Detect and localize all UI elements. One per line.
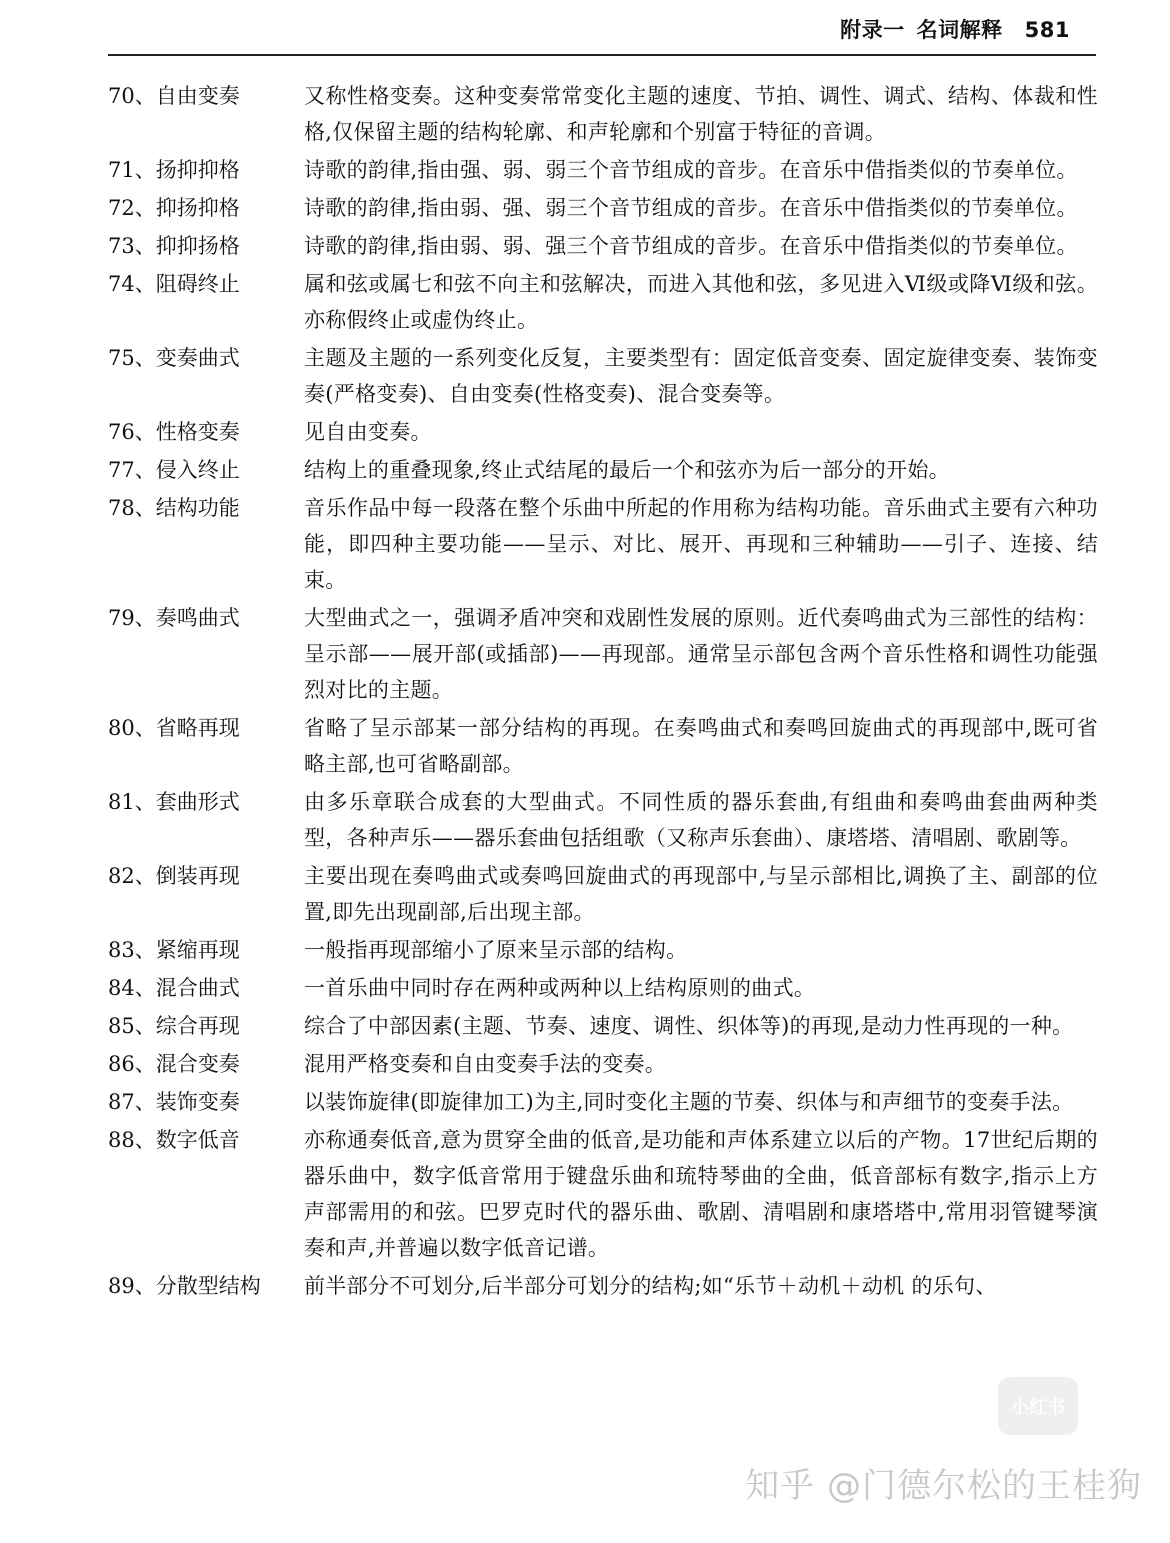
- entry-definition: 综合了中部因素(主题、节奏、速度、调性、织体等)的再现,是动力性再现的一种。: [304, 1014, 1074, 1038]
- entry-definition: 诗歌的韵律,指由弱、弱、强三个音节组成的音步。在音乐中借指类似的节奏单位。: [304, 234, 1078, 258]
- glossary-entry: [108, 414, 1098, 450]
- entry-term: 83、紧缩再现: [108, 938, 240, 962]
- entry-definition: 诗歌的韵律,指由强、弱、弱三个音节组成的音步。在音乐中借指类似的节奏单位。: [304, 158, 1078, 182]
- entry-definition: 属和弦或属七和弦不向主和弦解决，而进入其他和弦，多见进入Ⅵ级或降Ⅵ级和弦。亦称假终止或虚伪终止。: [304, 272, 1098, 332]
- entry-term: 87、装饰变奏: [108, 1090, 240, 1114]
- glossary-entry: [108, 452, 1098, 488]
- entry-definition: 主要出现在奏鸣曲式或奏鸣回旋曲式的再现部中,与呈示部相比,调换了主、副部的位置,即先出现副部,后出现主部。: [304, 864, 1098, 924]
- entry-definition: 诗歌的韵律,指由弱、强、弱三个音节组成的音步。在音乐中借指类似的节奏单位。: [304, 196, 1078, 220]
- glossary-entry: [108, 1084, 1098, 1120]
- entry-term: 73、抑抑扬格: [108, 234, 240, 258]
- entry-definition: 前半部分不可划分,后半部分可划分的结构;如“乐节＋动机＋动机 的乐句、: [304, 1274, 997, 1298]
- glossary-entry: [108, 970, 1098, 1006]
- entry-term: 75、变奏曲式: [108, 346, 240, 370]
- glossary-entry: [108, 1122, 1098, 1266]
- entry-definition: 结构上的重叠现象,终止式结尾的最后一个和弦亦为后一部分的开始。: [304, 458, 950, 482]
- glossary-entry: [108, 858, 1098, 930]
- glossary-entry: [108, 490, 1098, 598]
- entry-term: 85、综合再现: [108, 1014, 240, 1038]
- entry-definition: 由多乐章联合成套的大型曲式。不同性质的器乐套曲,有组曲和奏鸣曲套曲两种类型，各种声乐——器乐套曲包括组歌（又称声乐套曲）、康塔塔、清唱剧、歌剧等。: [304, 790, 1098, 850]
- zhihu-watermark: 知乎 @门德尔松的王桂狗: [745, 1466, 1142, 1506]
- glossary-entry: [108, 78, 1098, 150]
- entry-definition: 主题及主题的一系列变化反复，主要类型有：固定低音变奏、固定旋律变奏、装饰变奏(严格变奏)、自由变奏(性格变奏)、混合变奏等。: [304, 346, 1098, 406]
- running-header: [840, 14, 1070, 44]
- glossary-entry: [108, 266, 1098, 338]
- header-section: 附录一: [840, 18, 905, 42]
- entry-definition: 一般指再现部缩小了原来呈示部的结构。: [304, 938, 688, 962]
- entry-term: 71、扬抑抑格: [108, 158, 240, 182]
- entry-definition: 又称性格变奏。这种变奏常常变化主题的速度、节拍、调性、调式、结构、体裁和性格,仅保留主题的结构轮廓、和声轮廓和个别富于特征的音调。: [304, 84, 1098, 144]
- entry-term: 86、混合变奏: [108, 1052, 240, 1076]
- entry-definition: 亦称通奏低音,意为贯穿全曲的低音,是功能和声体系建立以后的产物。17世纪后期的器乐曲中，数字低音常用于键盘乐曲和琉特琴曲的全曲，低音部标有数字,指示上方声部需用的和弦。巴罗克时代的器乐曲、歌剧、清唱剧和康塔塔中,常用羽管键琴演奏和声,并普遍以数字低音记谱。: [304, 1128, 1098, 1260]
- glossary-entry: [108, 152, 1098, 188]
- entry-term: 72、抑扬抑格: [108, 196, 240, 220]
- entry-term: 80、省略再现: [108, 716, 240, 740]
- entry-definition: 大型曲式之一，强调矛盾冲突和戏剧性发展的原则。近代奏鸣曲式为三部性的结构：呈示部——展开部(或插部)——再现部。通常呈示部包含两个音乐性格和调性功能强烈对比的主题。: [304, 606, 1098, 702]
- header-title: 名词解释: [916, 18, 1003, 42]
- entry-term: 76、性格变奏: [108, 420, 240, 444]
- entry-definition: 混用严格变奏和自由变奏手法的变奏。: [304, 1052, 667, 1076]
- glossary-entry: [108, 710, 1098, 782]
- entry-term: 81、套曲形式: [108, 790, 240, 814]
- glossary-entry: [108, 1008, 1098, 1044]
- glossary-entry: [108, 932, 1098, 968]
- logo-text: 小红书: [1011, 1397, 1065, 1418]
- entry-term: 74、阻碍终止: [108, 272, 240, 296]
- entry-term: 88、数字低音: [108, 1128, 240, 1152]
- entry-definition: 音乐作品中每一段落在整个乐曲中所起的作用称为结构功能。音乐曲式主要有六种功能，即四种主要功能——呈示、对比、展开、再现和三种辅助——引子、连接、结束。: [304, 496, 1098, 592]
- entry-term: 84、混合曲式: [108, 976, 240, 1000]
- glossary-entry: [108, 784, 1098, 856]
- glossary-entry: [108, 1046, 1098, 1082]
- entry-definition: 省略了呈示部某一部分结构的再现。在奏鸣曲式和奏鸣回旋曲式的再现部中,既可省略主部,也可省略副部。: [304, 716, 1098, 776]
- entry-term: 70、自由变奏: [108, 84, 240, 108]
- entry-definition: 以装饰旋律(即旋律加工)为主,同时变化主题的节奏、织体与和声细节的变奏手法。: [304, 1090, 1074, 1114]
- entry-term: 89、分散型结构: [108, 1274, 261, 1298]
- page-number: 581: [1024, 18, 1070, 42]
- entry-term: 78、结构功能: [108, 496, 240, 520]
- glossary-entry: [108, 228, 1098, 264]
- entry-term: 82、倒装再现: [108, 864, 240, 888]
- glossary-list: [108, 78, 1098, 1306]
- entry-definition: 一首乐曲中同时存在两种或两种以上结构原则的曲式。: [304, 976, 816, 1000]
- glossary-entry: [108, 1268, 1098, 1304]
- glossary-entry: [108, 600, 1098, 708]
- xiaohongshu-logo: [998, 1377, 1078, 1435]
- entry-definition: 见自由变奏。: [304, 420, 432, 444]
- header-rule: [108, 54, 1096, 56]
- entry-term: 77、侵入终止: [108, 458, 240, 482]
- glossary-entry: [108, 340, 1098, 412]
- entry-term: 79、奏鸣曲式: [108, 606, 240, 630]
- glossary-entry: [108, 190, 1098, 226]
